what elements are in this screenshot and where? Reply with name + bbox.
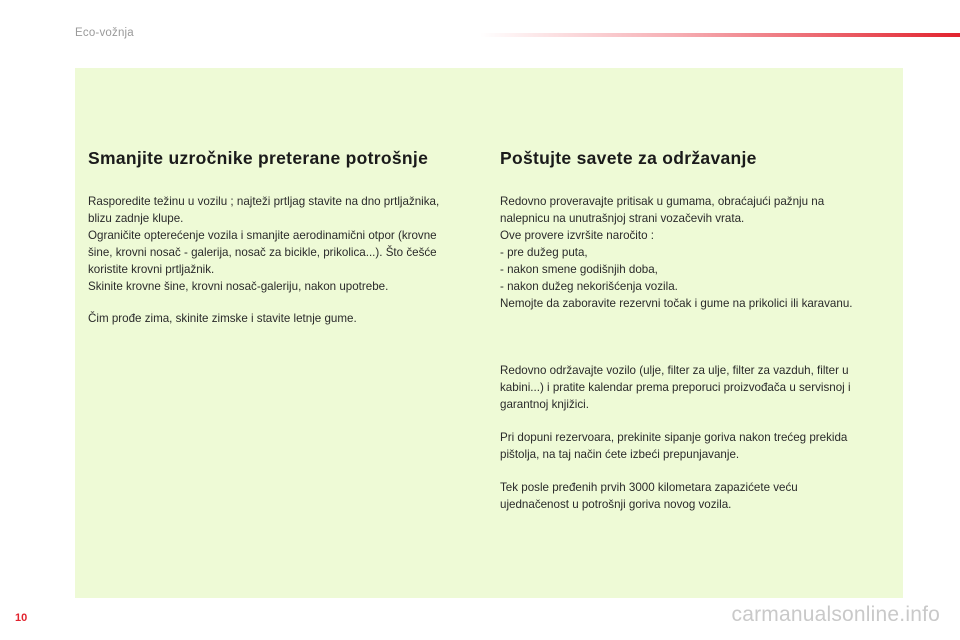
page-number: 10	[15, 612, 28, 624]
section-title: Eco-vožnja	[75, 27, 134, 39]
right-paragraph-2: Redovno održavajte vozilo (ulje, filter za ulje, filter za vazduh, filter u kabini...) i pratite kalendar prema preporuci proizvođača u servisnoj i garantnoj knjižici.	[500, 364, 851, 411]
header-accent-line	[480, 33, 960, 37]
left-paragraph-2: Čim prođe zima, skinite zimske i stavite letnje gume.	[88, 312, 357, 325]
content-panel	[75, 68, 903, 598]
right-paragraph-1: Redovno proveravajte pritisak u gumama, obraćajući pažnju na nalepnicu na unutrašnjoj strani vozačevih vrata. Ove provere izvršite naročito : - pre dužeg puta, - nakon smene godišnjih doba, - nakon dužeg nekorišćenja vozila. Nemojte da zaboravite rezervni točak i gume na prikolici ili karavanu.	[500, 195, 853, 310]
watermark: carmanualsonline.info	[731, 603, 940, 626]
right-column	[500, 148, 885, 513]
right-paragraph-3: Pri dopuni rezervoara, prekinite sipanje goriva nakon trećeg prekida pištolja, na taj način ćete izbeći prepunjavanje.	[500, 431, 848, 461]
right-heading: Poštujte savete za održavanje	[500, 148, 757, 168]
left-paragraph-1: Rasporedite težinu u vozilu ; najteži prtljag stavite na dno prtljažnika, blizu zadnje klupe. Ograničite opterećenje vozila i smanjite aerodinamični otpor (krovne šine, krovni nosač - galerija, nosač za bicikle, prikolica...). Što češće koristite krovni prtljažnik. Skinite krovne šine, krovni nosač-galeriju, nakon upotrebe.	[88, 195, 440, 293]
left-heading: Smanjite uzročnike preterane potrošnje	[88, 148, 429, 168]
right-paragraph-4: Tek posle pređenih prvih 3000 kilometara zapazićete veću ujednačenost u potrošnji goriva novog vozila.	[500, 481, 798, 511]
left-column	[88, 148, 473, 327]
